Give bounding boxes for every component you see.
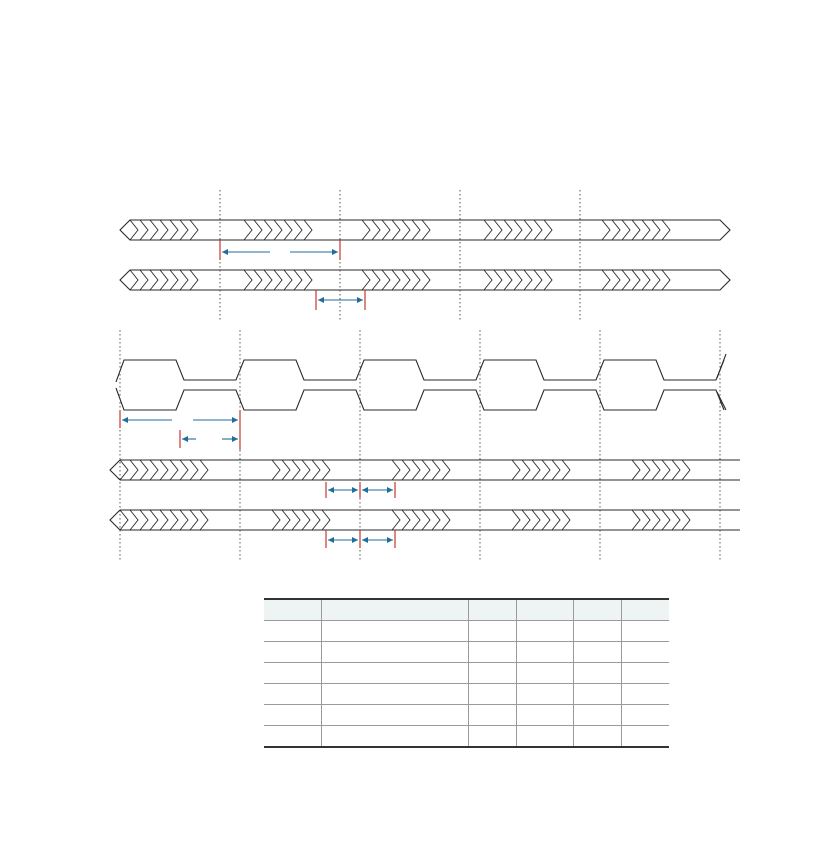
transition-mark — [372, 270, 380, 290]
top-bus-signal-1 — [120, 220, 730, 240]
transition-mark — [602, 270, 610, 290]
transition-mark — [140, 270, 148, 290]
table-cell — [468, 705, 516, 726]
table-cell — [516, 726, 573, 748]
transition-mark — [552, 510, 560, 530]
transition-mark — [422, 510, 430, 530]
table-cell — [468, 663, 516, 684]
transition-mark — [412, 270, 420, 290]
transition-mark — [534, 270, 542, 290]
transition-mark — [392, 460, 400, 480]
transition-mark — [130, 270, 138, 290]
clock-edge — [717, 354, 726, 378]
transition-mark — [652, 510, 660, 530]
transition-mark — [200, 510, 208, 530]
signal-waveforms — [110, 220, 740, 530]
transition-mark — [632, 460, 640, 480]
transition-mark — [672, 460, 680, 480]
transition-mark — [652, 270, 660, 290]
table-cell — [468, 726, 516, 748]
table-header-cell — [264, 599, 321, 621]
transition-mark — [150, 510, 158, 530]
transition-mark — [200, 460, 208, 480]
table-cell — [321, 684, 468, 705]
transition-mark — [272, 460, 280, 480]
transition-mark — [382, 270, 390, 290]
transition-mark — [282, 460, 290, 480]
transition-mark — [150, 460, 158, 480]
table-header-cell — [321, 599, 468, 621]
top-bus-signal-2 — [120, 270, 730, 290]
transition-mark — [542, 510, 550, 530]
transition-mark — [412, 460, 420, 480]
transition-mark — [292, 460, 300, 480]
transition-mark — [622, 270, 630, 290]
table-header-cell — [468, 599, 516, 621]
table-cell — [573, 726, 621, 748]
transition-mark — [244, 270, 252, 290]
table-cell — [573, 621, 621, 642]
table-row — [264, 663, 669, 684]
transition-mark — [322, 460, 330, 480]
transition-mark — [274, 270, 282, 290]
transition-mark — [392, 220, 400, 240]
table-cell — [264, 621, 321, 642]
table-cell — [264, 726, 321, 748]
transition-mark — [254, 270, 262, 290]
transition-mark — [512, 460, 520, 480]
transition-mark — [412, 510, 420, 530]
table-cell — [321, 726, 468, 748]
dotted-reference-lines — [120, 190, 720, 562]
transition-mark — [180, 270, 188, 290]
transition-mark — [170, 510, 178, 530]
transition-mark — [442, 510, 450, 530]
transition-mark — [534, 220, 542, 240]
transition-mark — [494, 220, 502, 240]
transition-mark — [180, 220, 188, 240]
transition-mark — [322, 510, 330, 530]
data-bus-signal-1 — [110, 460, 740, 480]
transition-mark — [512, 510, 520, 530]
transition-mark — [312, 460, 320, 480]
transition-mark — [160, 270, 168, 290]
table-cell — [264, 663, 321, 684]
transition-mark — [412, 220, 420, 240]
transition-mark — [652, 220, 660, 240]
table-header-row — [264, 599, 669, 621]
transition-mark — [494, 270, 502, 290]
transition-mark — [180, 510, 188, 530]
transition-mark — [612, 220, 620, 240]
table-row — [264, 705, 669, 726]
table-cell — [621, 705, 669, 726]
transition-mark — [542, 460, 550, 480]
table-row — [264, 642, 669, 663]
transition-mark — [402, 510, 410, 530]
transition-mark — [632, 220, 640, 240]
transition-mark — [304, 270, 312, 290]
transition-mark — [244, 220, 252, 240]
bus-outline — [110, 460, 740, 480]
transition-mark — [140, 510, 148, 530]
table-cell — [621, 621, 669, 642]
transition-mark — [432, 510, 440, 530]
transition-mark — [522, 460, 530, 480]
transition-mark — [382, 220, 390, 240]
clock-positive-trace — [116, 360, 724, 382]
table-cell — [468, 621, 516, 642]
table-row — [264, 684, 669, 705]
transition-mark — [504, 270, 512, 290]
transition-mark — [642, 270, 650, 290]
transition-mark — [662, 460, 670, 480]
transition-mark — [120, 510, 128, 530]
transition-mark — [612, 270, 620, 290]
transition-mark — [362, 220, 370, 240]
transition-mark — [642, 460, 650, 480]
transition-mark — [282, 510, 290, 530]
transition-mark — [190, 270, 198, 290]
transition-mark — [130, 460, 138, 480]
table-cell — [321, 663, 468, 684]
table-row — [264, 621, 669, 642]
transition-mark — [294, 220, 302, 240]
transition-mark — [672, 510, 680, 530]
transition-mark — [514, 220, 522, 240]
clock-edge — [717, 392, 726, 410]
table-row — [264, 726, 669, 748]
transition-mark — [402, 270, 410, 290]
clock-negative-trace — [116, 388, 724, 410]
table-cell — [264, 684, 321, 705]
transition-mark — [190, 220, 198, 240]
table-header-cell — [516, 599, 573, 621]
table-cell — [516, 642, 573, 663]
transition-mark — [642, 220, 650, 240]
table-cell — [321, 642, 468, 663]
table-header-cell — [621, 599, 669, 621]
transition-mark — [402, 460, 410, 480]
bus-outline — [110, 510, 740, 530]
transition-mark — [602, 220, 610, 240]
table-cell — [573, 642, 621, 663]
transition-mark — [532, 460, 540, 480]
transition-mark — [532, 510, 540, 530]
transition-mark — [272, 510, 280, 530]
table-cell — [468, 642, 516, 663]
transition-mark — [150, 270, 158, 290]
transition-mark — [130, 220, 138, 240]
transition-mark — [294, 270, 302, 290]
transition-mark — [170, 270, 178, 290]
transition-mark — [544, 270, 552, 290]
table-cell — [621, 684, 669, 705]
transition-mark — [140, 220, 148, 240]
table-cell — [516, 684, 573, 705]
transition-mark — [130, 510, 138, 530]
transition-mark — [484, 220, 492, 240]
transition-mark — [392, 270, 400, 290]
transition-mark — [284, 270, 292, 290]
transition-mark — [292, 510, 300, 530]
transition-mark — [372, 220, 380, 240]
table-cell — [321, 621, 468, 642]
transition-mark — [422, 220, 430, 240]
transition-mark — [312, 510, 320, 530]
transition-mark — [170, 460, 178, 480]
table-cell — [516, 621, 573, 642]
transition-mark — [160, 460, 168, 480]
transition-mark — [442, 460, 450, 480]
transition-mark — [514, 270, 522, 290]
transition-mark — [140, 460, 148, 480]
transition-mark — [160, 510, 168, 530]
transition-mark — [392, 510, 400, 530]
bus-outline — [120, 270, 730, 290]
transition-mark — [304, 220, 312, 240]
transition-mark — [422, 270, 430, 290]
transition-mark — [302, 460, 310, 480]
transition-mark — [524, 270, 532, 290]
transition-mark — [264, 220, 272, 240]
transition-mark — [622, 220, 630, 240]
transition-mark — [484, 270, 492, 290]
transition-mark — [254, 220, 262, 240]
transition-mark — [190, 510, 198, 530]
transition-mark — [160, 220, 168, 240]
transition-mark — [682, 460, 690, 480]
table-cell — [621, 726, 669, 748]
transition-mark — [180, 460, 188, 480]
table-cell — [573, 705, 621, 726]
transition-mark — [662, 510, 670, 530]
transition-mark — [682, 510, 690, 530]
transition-mark — [120, 460, 128, 480]
transition-mark — [632, 510, 640, 530]
table-cell — [621, 642, 669, 663]
transition-mark — [190, 460, 198, 480]
table-cell — [321, 705, 468, 726]
table-cell — [264, 642, 321, 663]
table-cell — [573, 663, 621, 684]
transition-mark — [552, 460, 560, 480]
bus-outline — [120, 220, 730, 240]
clock-differential-signal — [116, 354, 726, 410]
transition-mark — [402, 220, 410, 240]
table-cell — [516, 705, 573, 726]
transition-mark — [524, 220, 532, 240]
transition-mark — [652, 460, 660, 480]
transition-mark — [284, 220, 292, 240]
transition-mark — [432, 460, 440, 480]
transition-mark — [302, 510, 310, 530]
data-bus-signal-2 — [110, 510, 740, 530]
transition-mark — [362, 270, 370, 290]
transition-mark — [522, 510, 530, 530]
transition-mark — [562, 460, 570, 480]
table-cell — [516, 663, 573, 684]
table-header-cell — [573, 599, 621, 621]
transition-mark — [562, 510, 570, 530]
transition-mark — [150, 220, 158, 240]
timing-parameter-table — [264, 598, 669, 748]
transition-mark — [504, 220, 512, 240]
transition-mark — [264, 270, 272, 290]
transition-mark — [422, 460, 430, 480]
table-cell — [573, 684, 621, 705]
transition-mark — [274, 220, 282, 240]
table-cell — [264, 705, 321, 726]
table-cell — [621, 663, 669, 684]
transition-mark — [544, 220, 552, 240]
transition-mark — [642, 510, 650, 530]
transition-mark — [662, 270, 670, 290]
transition-mark — [662, 220, 670, 240]
transition-mark — [170, 220, 178, 240]
table-cell — [468, 684, 516, 705]
transition-mark — [632, 270, 640, 290]
